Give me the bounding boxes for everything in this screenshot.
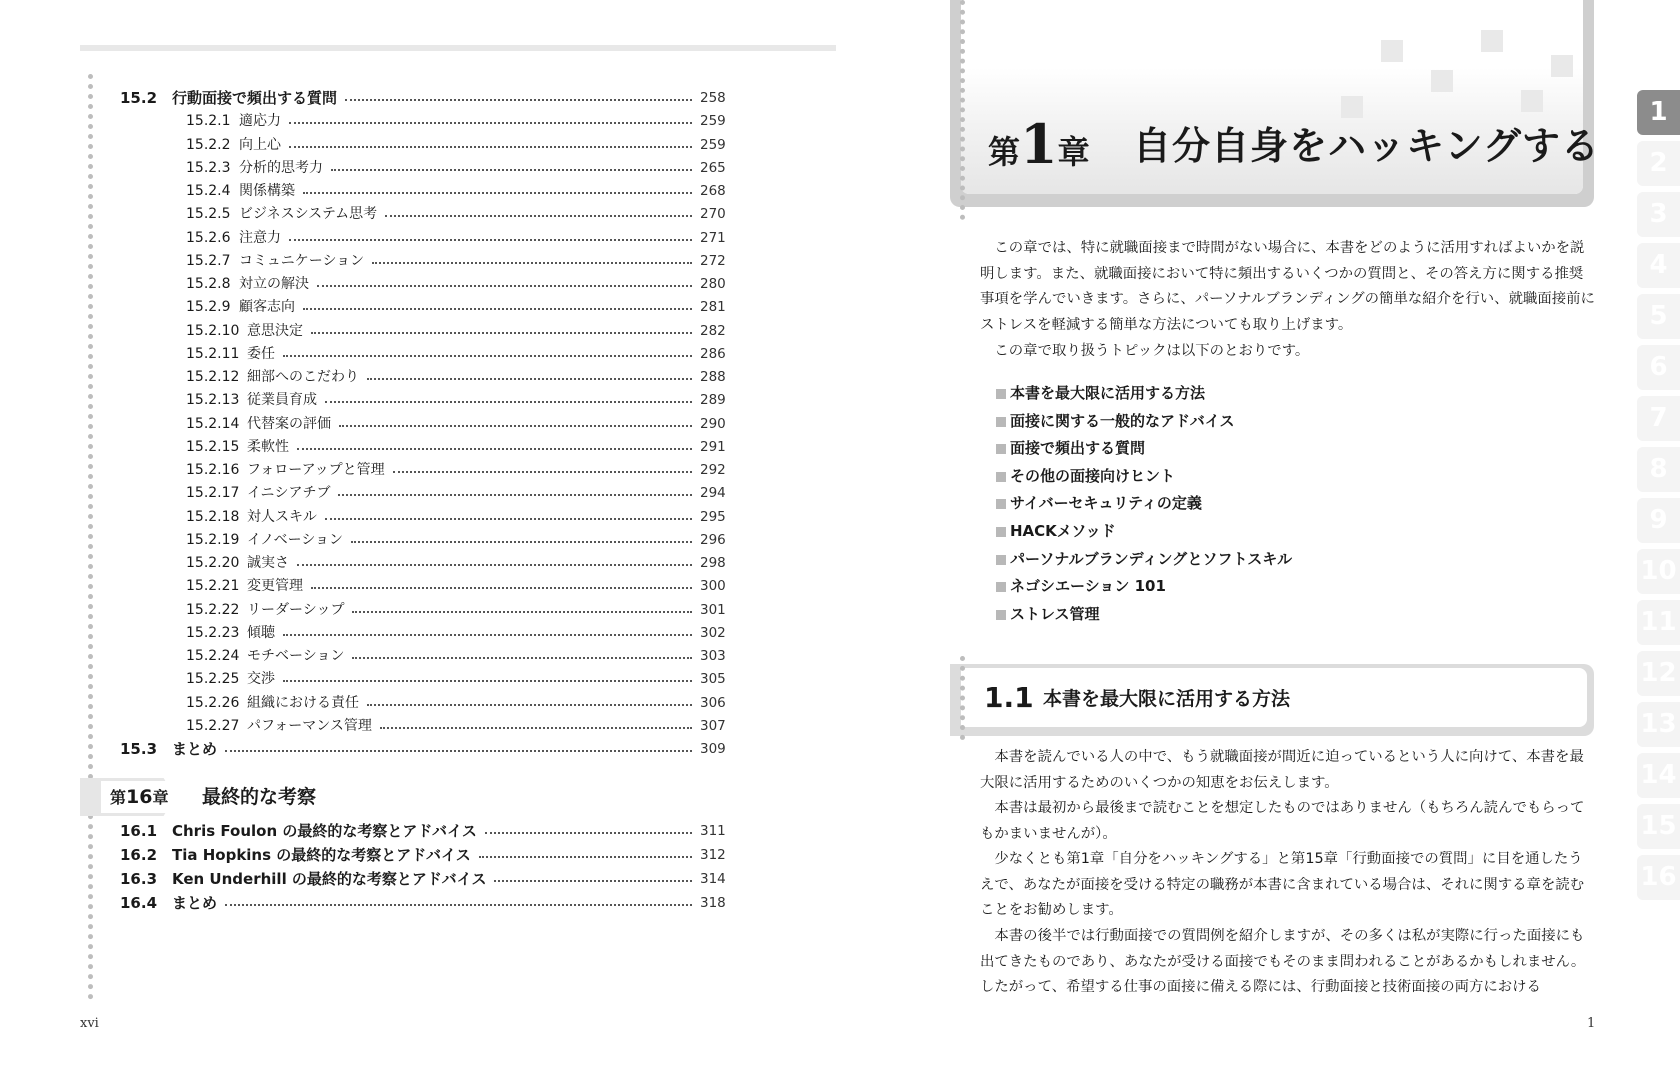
toc-title: まとめ [172,740,218,758]
toc-page-number: 292 [700,462,726,478]
dotted-margin-line [960,0,965,220]
toc-number: 15.2.3 [186,159,231,176]
toc-title: 委任 [247,345,275,362]
toc-title: 対立の解決 [239,276,309,292]
toc-number: 15.2.2 [186,136,231,153]
pixel-decoration [1481,30,1503,52]
toc-page-number: 300 [700,578,726,595]
toc-page-number: 281 [700,299,726,316]
bullet-square-icon [996,499,1006,509]
pixel-decoration [1341,96,1363,118]
toc-title: Ken Underhill の最終的な考察とアドバイス [172,870,487,888]
bullet-square-icon [996,582,1006,592]
toc-page-number: 259 [700,136,726,153]
toc-title: 組織における責任 [247,694,359,711]
toc-title: 交渉 [247,671,275,688]
toc-title: イニシアチブ [247,485,331,502]
bullet-square-icon [996,610,1006,620]
chapter-thumb-tab: 11 [1637,600,1680,645]
dotted-margin-line [960,656,965,740]
toc-number: 15.2.10 [186,322,240,339]
toc-title: Chris Foulon の最終的な考察とアドバイス [172,822,477,840]
topic-label: サイバーセキュリティの定義 [1010,494,1202,513]
topic-label: ストレス管理 [1010,604,1100,623]
toc-page-number: 314 [700,871,726,887]
chapter-thumb-tab: 13 [1637,702,1680,747]
topic-item [996,546,1292,574]
chapter-thumb-tab: 12 [1637,651,1680,696]
toc-number: 15.2.16 [186,462,240,478]
toc-number: 16.4 [120,894,158,912]
toc-title: 行動面接で頻出する質問 [172,89,338,107]
toc-number: 15.2.12 [186,369,240,385]
toc-page-number: 295 [700,508,726,525]
section-paragraph: 本書を読んでいる人の中で、もう就職面接が間近に迫っているという人に向けて、本書を最大限に活用するためのいくつかの知恵をお伝えします。 [980,749,1584,791]
toc-title: 顧客志向 [239,299,295,316]
toc-number: 15.2.15 [186,438,240,455]
section-paragraph: 本書の後半では行動面接での質問例を紹介しますが、その多くは私が実際に行った面接にも出てきたものであり、あなたが受ける面接でもそのまま問われることがあるかもしれません。したがって、希望する仕事の面接に備える際には、行動面接と技術面接の両方における [980,928,1586,996]
toc-page-number: 302 [700,624,726,641]
topic-label: その他の面接向けヒント [1010,466,1176,485]
toc-page-number: 258 [700,90,726,106]
toc-page-number: 291 [700,438,726,455]
toc-page-number: 289 [700,392,726,409]
toc-number: 15.2.7 [186,252,231,269]
section-paragraph: 少なくとも第1章「自分をハッキングする」と第15章「行動面接での質問」に目を通したうえで、あなたが面接を受ける特定の職務が本書に含まれている場合は、それに関する章を読むことをお勧めします。 [980,851,1585,919]
toc-number: 16.2 [120,846,158,864]
toc-title: 向上心 [239,136,281,153]
toc-number: 16.3 [120,870,158,888]
toc-title: 注意力 [239,229,281,246]
topic-label: HACKメソッド [1010,521,1116,540]
toc-page-number: 268 [700,183,726,199]
toc-number: 15.2.13 [186,392,240,409]
toc-page-number: 309 [700,741,726,757]
chapter-prefix: 第 [988,133,1021,171]
intro-paragraph: この章で取り扱うトピックは以下のとおりです。 [994,343,1310,359]
chapter-number: 1 [1020,112,1058,176]
topic-item [996,380,1292,408]
toc-title: 傾聴 [247,624,275,641]
chapter-thumb-tab: 5 [1637,294,1680,339]
toc-page-number: 307 [700,717,726,734]
toc-number: 15.2.5 [186,206,231,223]
chapter-thumb-tab: 3 [1637,192,1680,237]
chapter-thumb-tab: 14 [1637,753,1680,798]
toc-title: 分析的思考力 [239,159,323,176]
toc-title: 代替案の評価 [247,415,331,432]
chapter-thumb-tab: 6 [1637,345,1680,390]
toc-title: ビジネスシステム思考 [239,206,378,223]
toc-number: 15.2.6 [186,229,231,246]
toc-number: 15.2 [120,89,158,107]
chapter-thumb-tab: 8 [1637,447,1680,492]
pixel-decoration [1551,55,1573,77]
toc-page-number: 265 [700,159,726,176]
toc-title: まとめ [172,894,218,912]
toc-title: 細部へのこだわり [247,369,359,385]
toc-page-number: 296 [700,531,726,548]
toc-number: 15.2.20 [186,555,240,571]
toc-number: 15.2.11 [186,345,240,362]
section-paragraph: 本書は最初から最後まで読むことを想定したものではありません（もちろん読んでもらってもかまいませんが）。 [980,800,1585,842]
toc-number: 16.1 [120,822,158,840]
chapter-thumb-tab: 4 [1637,243,1680,288]
toc-title: Tia Hopkins の最終的な考察とアドバイス [172,846,471,864]
topic-item [996,490,1292,518]
bullet-square-icon [996,472,1006,482]
toc-number: 15.2.8 [186,276,231,292]
pixel-decoration [1521,90,1543,112]
page-folio: 1 [1587,1016,1596,1031]
bullet-square-icon [996,444,1006,454]
topic-item [996,435,1292,463]
topic-item [996,408,1292,436]
topic-list [996,380,1292,628]
chapter-thumb-tab: 9 [1637,498,1680,543]
toc-page-number: 298 [700,555,726,571]
bullet-square-icon [996,527,1006,537]
chapter-prefix: 第 [110,788,127,807]
toc-title: リーダーシップ [247,601,345,618]
toc-number: 15.2.14 [186,415,240,432]
topic-item [996,573,1292,601]
toc-title: パフォーマンス管理 [247,717,372,734]
toc-number: 15.2.24 [186,648,240,664]
topic-item [996,463,1292,491]
toc-number: 15.2.23 [186,624,240,641]
toc-title: 柔軟性 [247,438,289,455]
bullet-square-icon [996,389,1006,399]
toc-number: 15.2.9 [186,299,231,316]
toc-title: 変更管理 [247,578,303,595]
chapter-thumb-tab: 10 [1637,549,1680,594]
toc-page-number: 303 [700,648,726,664]
toc-page-number: 272 [700,252,726,269]
chapter-thumb-tab: 7 [1637,396,1680,441]
toc-page-number: 290 [700,415,726,432]
topic-label: 面接に関する一般的なアドバイス [1010,411,1235,430]
toc-title: 誠実さ [247,555,289,571]
toc-title: 関係構築 [239,183,295,199]
topic-label: ネゴシエーション 101 [1010,577,1166,596]
chapter-thumb-tab: 1 [1637,90,1680,135]
toc-number: 15.3 [120,740,158,758]
toc-number: 15.2.4 [186,183,231,199]
bullet-square-icon [996,555,1006,565]
toc-page-number: 259 [700,113,726,130]
toc-title: 従業員育成 [247,392,317,409]
toc-number: 15.2.22 [186,601,240,618]
toc-page-number: 318 [700,895,726,911]
topic-item [996,601,1292,629]
toc-page-number: 288 [700,369,726,385]
topic-label: 面接で頻出する質問 [1010,439,1146,458]
page-folio: xvi [80,1016,99,1031]
topic-item [996,518,1292,546]
toc-title: モチベーション [247,648,345,664]
toc-title: 対人スキル [247,508,317,525]
pixel-decoration [1431,70,1453,92]
toc-page-number: 305 [700,671,726,688]
bullet-square-icon [996,417,1006,427]
toc-number: 15.2.21 [186,578,240,595]
toc-number: 15.2.26 [186,694,240,711]
topic-label: 本書を最大限に活用する方法 [1010,384,1206,402]
chapter-number: 16 [126,786,153,808]
chapter-suffix: 章 [152,788,169,807]
chapter-thumb-tab: 2 [1637,141,1680,186]
toc-number: 15.2.19 [186,531,240,548]
toc-number: 15.2.17 [186,485,240,502]
pixel-decoration [1381,40,1403,62]
toc-page-number: 294 [700,485,726,502]
toc-number: 15.2.18 [186,508,240,525]
toc-page-number: 306 [700,694,726,711]
chapter-title: 最終的な考察 [202,786,317,808]
intro-paragraph: この章では、特に就職面接まで時間がない場合に、本書をどのように活用すればよいかを説明します。また、就職面接において特に頻出するいくつかの質問と、その答え方に関する推奨事項を学んでいきます。さらに、パーソナルブランディングの簡単な紹介を行い、就職面接前にストレスを軽減する簡単な方法についても取り上げます。 [980,240,1595,333]
chapter-title: 自分自身をハッキングする [1133,124,1600,168]
toc-number: 15.2.27 [186,717,240,734]
topic-label: パーソナルブランディングとソフトスキル [1010,549,1293,568]
section-title: 本書を最大限に活用する方法 [1043,688,1291,710]
chapter-thumb-tab: 16 [1637,855,1680,900]
toc-page-number: 280 [700,276,726,292]
chapter-number-label [988,112,1090,178]
toc-page-number: 311 [700,823,726,839]
toc-page-number: 270 [700,206,726,223]
toc-title: コミュニケーション [239,252,365,269]
chapter-suffix: 章 [1057,133,1090,171]
toc-title: イノベーション [247,531,344,548]
toc-number: 15.2.25 [186,671,240,688]
toc-page-number: 312 [700,847,726,863]
chapter-thumb-tab: 15 [1637,804,1680,849]
toc-number: 15.2.1 [186,113,231,130]
toc-title: 意思決定 [247,322,303,339]
toc-page-number: 271 [700,229,726,246]
toc-page-number: 301 [700,601,726,618]
toc-page-number: 282 [700,322,726,339]
toc-page-number: 286 [700,345,726,362]
toc-title: フォローアップと管理 [247,462,385,478]
toc-title: 適応力 [239,113,281,130]
section-number: 1.1 [984,681,1034,714]
